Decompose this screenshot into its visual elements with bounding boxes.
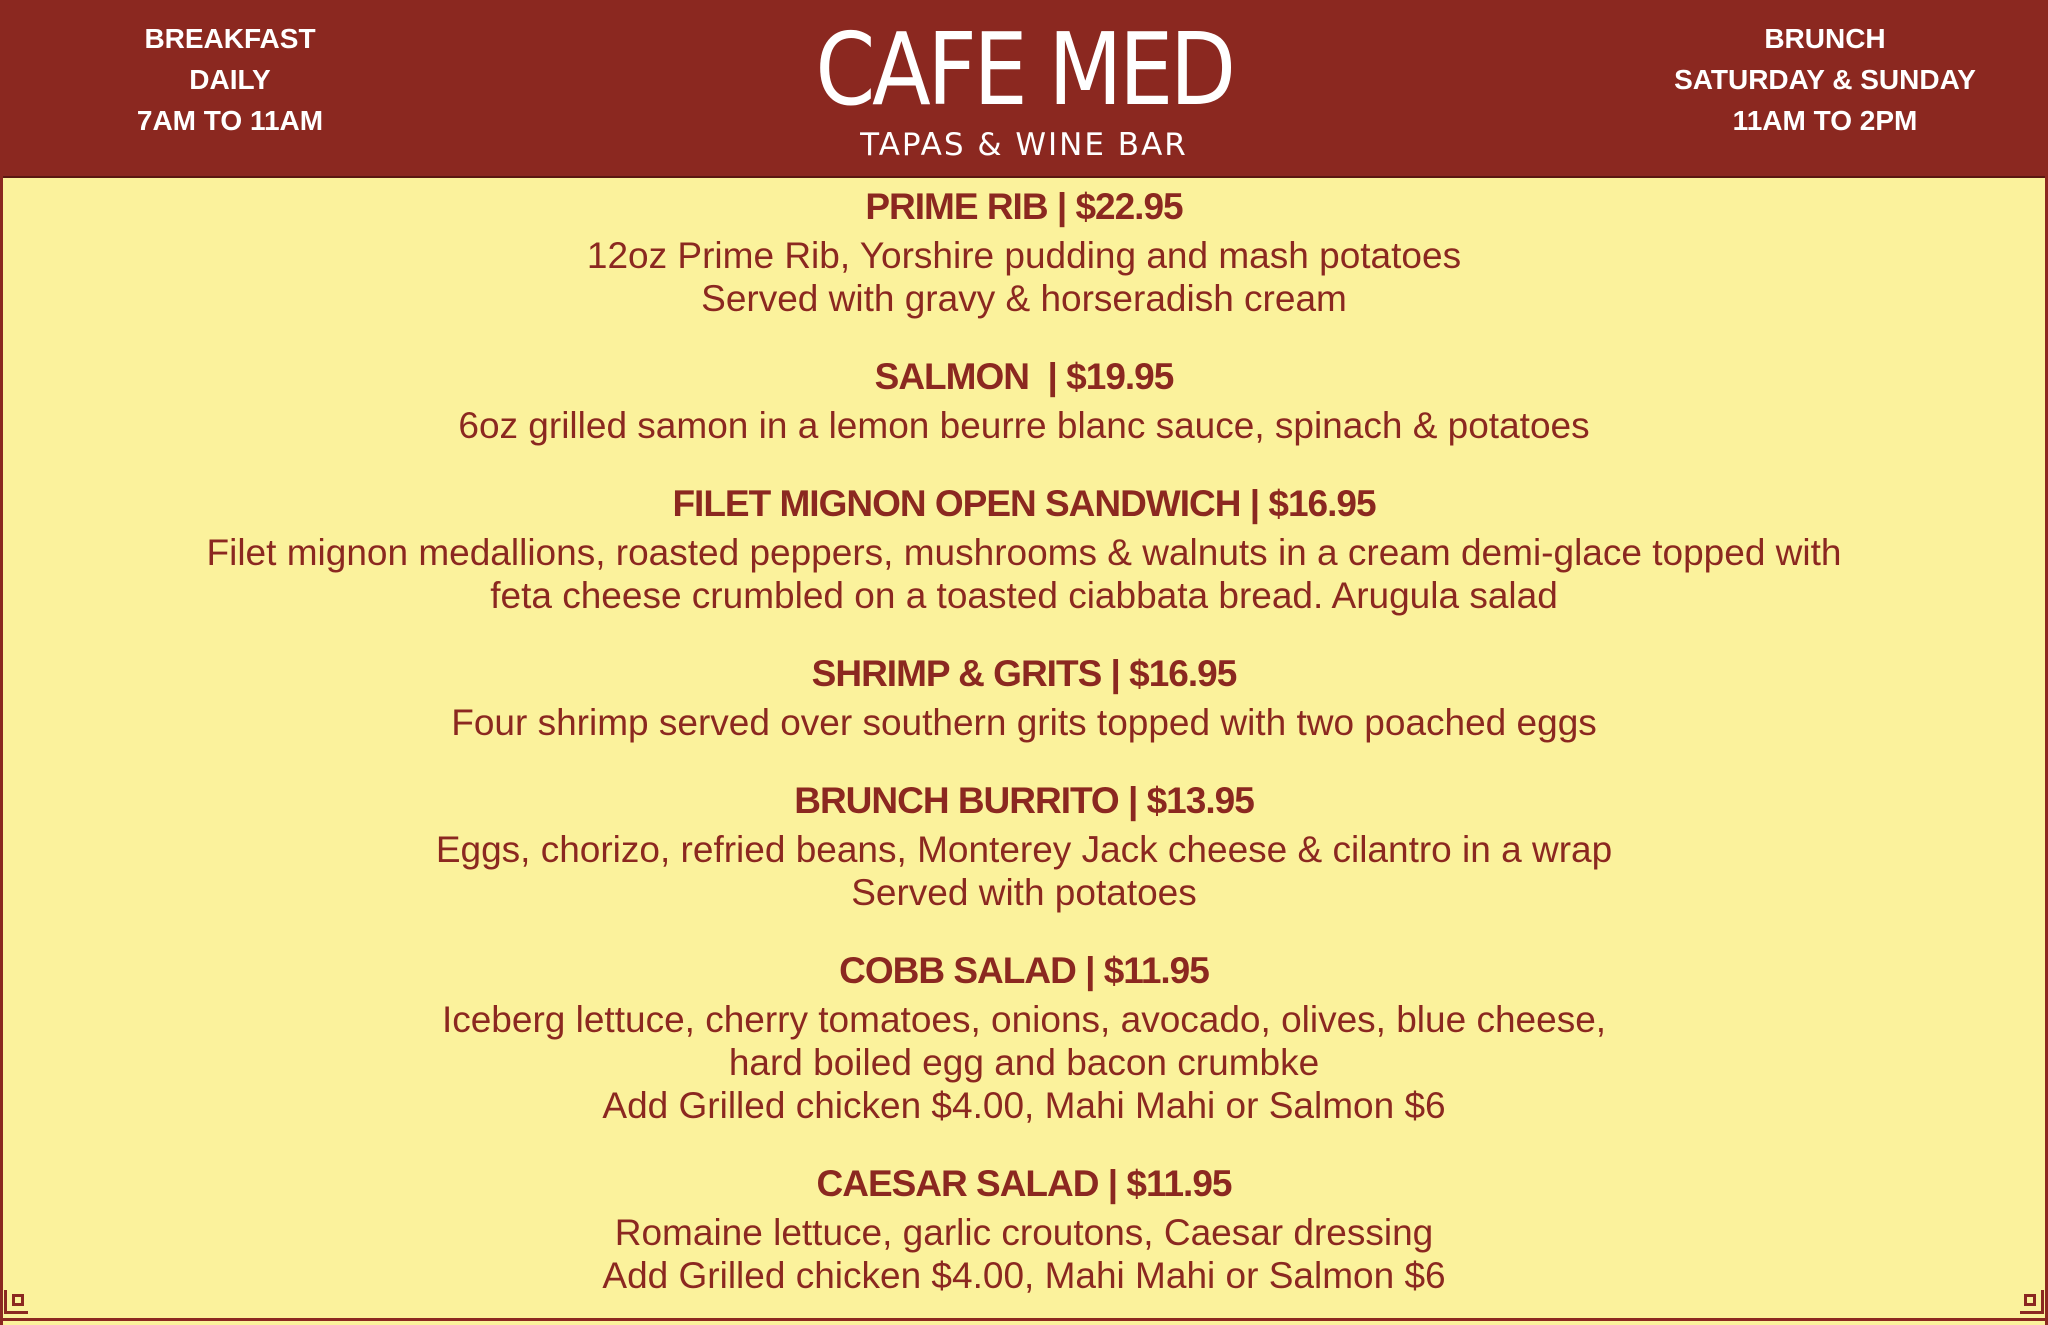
- menu-list: [0, 180, 2048, 1297]
- menu-item-title: PRIME RIB | $22.95: [865, 186, 1183, 227]
- cafe-med-logo: [724, 11, 1324, 163]
- menu-item-description: Add Grilled chicken $4.00, Mahi Mahi or Salmon $6: [602, 1255, 1446, 1296]
- menu-item-title: CAESAR SALAD | $11.95: [816, 1163, 1232, 1204]
- brunch-time: 11AM TO 2PM: [1732, 105, 1918, 136]
- brunch-label: BRUNCH: [1764, 23, 1886, 54]
- menu-item-title: BRUNCH BURRITO | $13.95: [794, 780, 1254, 821]
- menu-item-description: Served with gravy & horseradish cream: [701, 278, 1347, 319]
- brunch-hours: [1625, 18, 2025, 141]
- header-banner: [0, 0, 2048, 178]
- menu-item-description: 12oz Prime Rib, Yorshire pudding and mash potatoes: [586, 235, 1462, 276]
- menu-item-title: SHRIMP & GRITS | $16.95: [811, 653, 1237, 694]
- menu-item-cobb-salad: [0, 944, 2048, 1127]
- menu-item-description: Four shrimp served over southern grits topped with two poached eggs: [451, 702, 1597, 743]
- corner-ornament-inner-bottom-left: [12, 1294, 24, 1306]
- menu-item-prime-rib: [0, 180, 2048, 320]
- corner-ornament-inner-bottom-right: [2024, 1294, 2036, 1306]
- logo-tagline: TAPAS & WINE BAR: [860, 127, 1188, 163]
- menu-item-description: Eggs, chorizo, refried beans, Monterey Jack cheese & cilantro in a wrap: [435, 829, 1613, 870]
- menu-item-description: hard boiled egg and bacon crumbke: [728, 1042, 1320, 1083]
- brunch-days: SATURDAY & SUNDAY: [1674, 64, 1976, 95]
- menu-item-shrimp-grits: [0, 647, 2048, 744]
- menu-item-title: SALMON | $19.95: [874, 356, 1174, 397]
- breakfast-label: BREAKFAST: [144, 23, 316, 54]
- breakfast-hours: [80, 18, 380, 141]
- menu-item-title: FILET MIGNON OPEN SANDWICH | $16.95: [672, 483, 1376, 524]
- menu-item-caesar-salad: [0, 1157, 2048, 1297]
- menu-item-description: Iceberg lettuce, cherry tomatoes, onions, avocado, olives, blue cheese,: [441, 999, 1607, 1040]
- menu-item-description: Romaine lettuce, garlic croutons, Caesar dressing: [614, 1212, 1434, 1253]
- breakfast-days: DAILY: [189, 64, 271, 95]
- menu-item-description: Filet mignon medallions, roasted peppers, mushrooms & walnuts in a cream demi-glace topped with: [206, 532, 1842, 573]
- logo-name: CAFE MED: [815, 11, 1233, 128]
- menu-item-salmon: [0, 350, 2048, 447]
- frame-border-left: [0, 176, 3, 1325]
- menu-item-description: Add Grilled chicken $4.00, Mahi Mahi or Salmon $6: [602, 1085, 1446, 1126]
- frame-border-bottom: [0, 1318, 2048, 1321]
- menu-item-filet-mignon: [0, 477, 2048, 617]
- breakfast-time: 7AM TO 11AM: [136, 105, 324, 136]
- menu-item-title: COBB SALAD | $11.95: [839, 950, 1209, 991]
- menu-item-description: Served with potatoes: [851, 872, 1197, 913]
- menu-item-description: feta cheese crumbled on a toasted ciabbata bread. Arugula salad: [490, 575, 1558, 616]
- menu-item-description: 6oz grilled samon in a lemon beurre blanc sauce, spinach & potatoes: [458, 405, 1590, 446]
- menu-item-brunch-burrito: [0, 774, 2048, 914]
